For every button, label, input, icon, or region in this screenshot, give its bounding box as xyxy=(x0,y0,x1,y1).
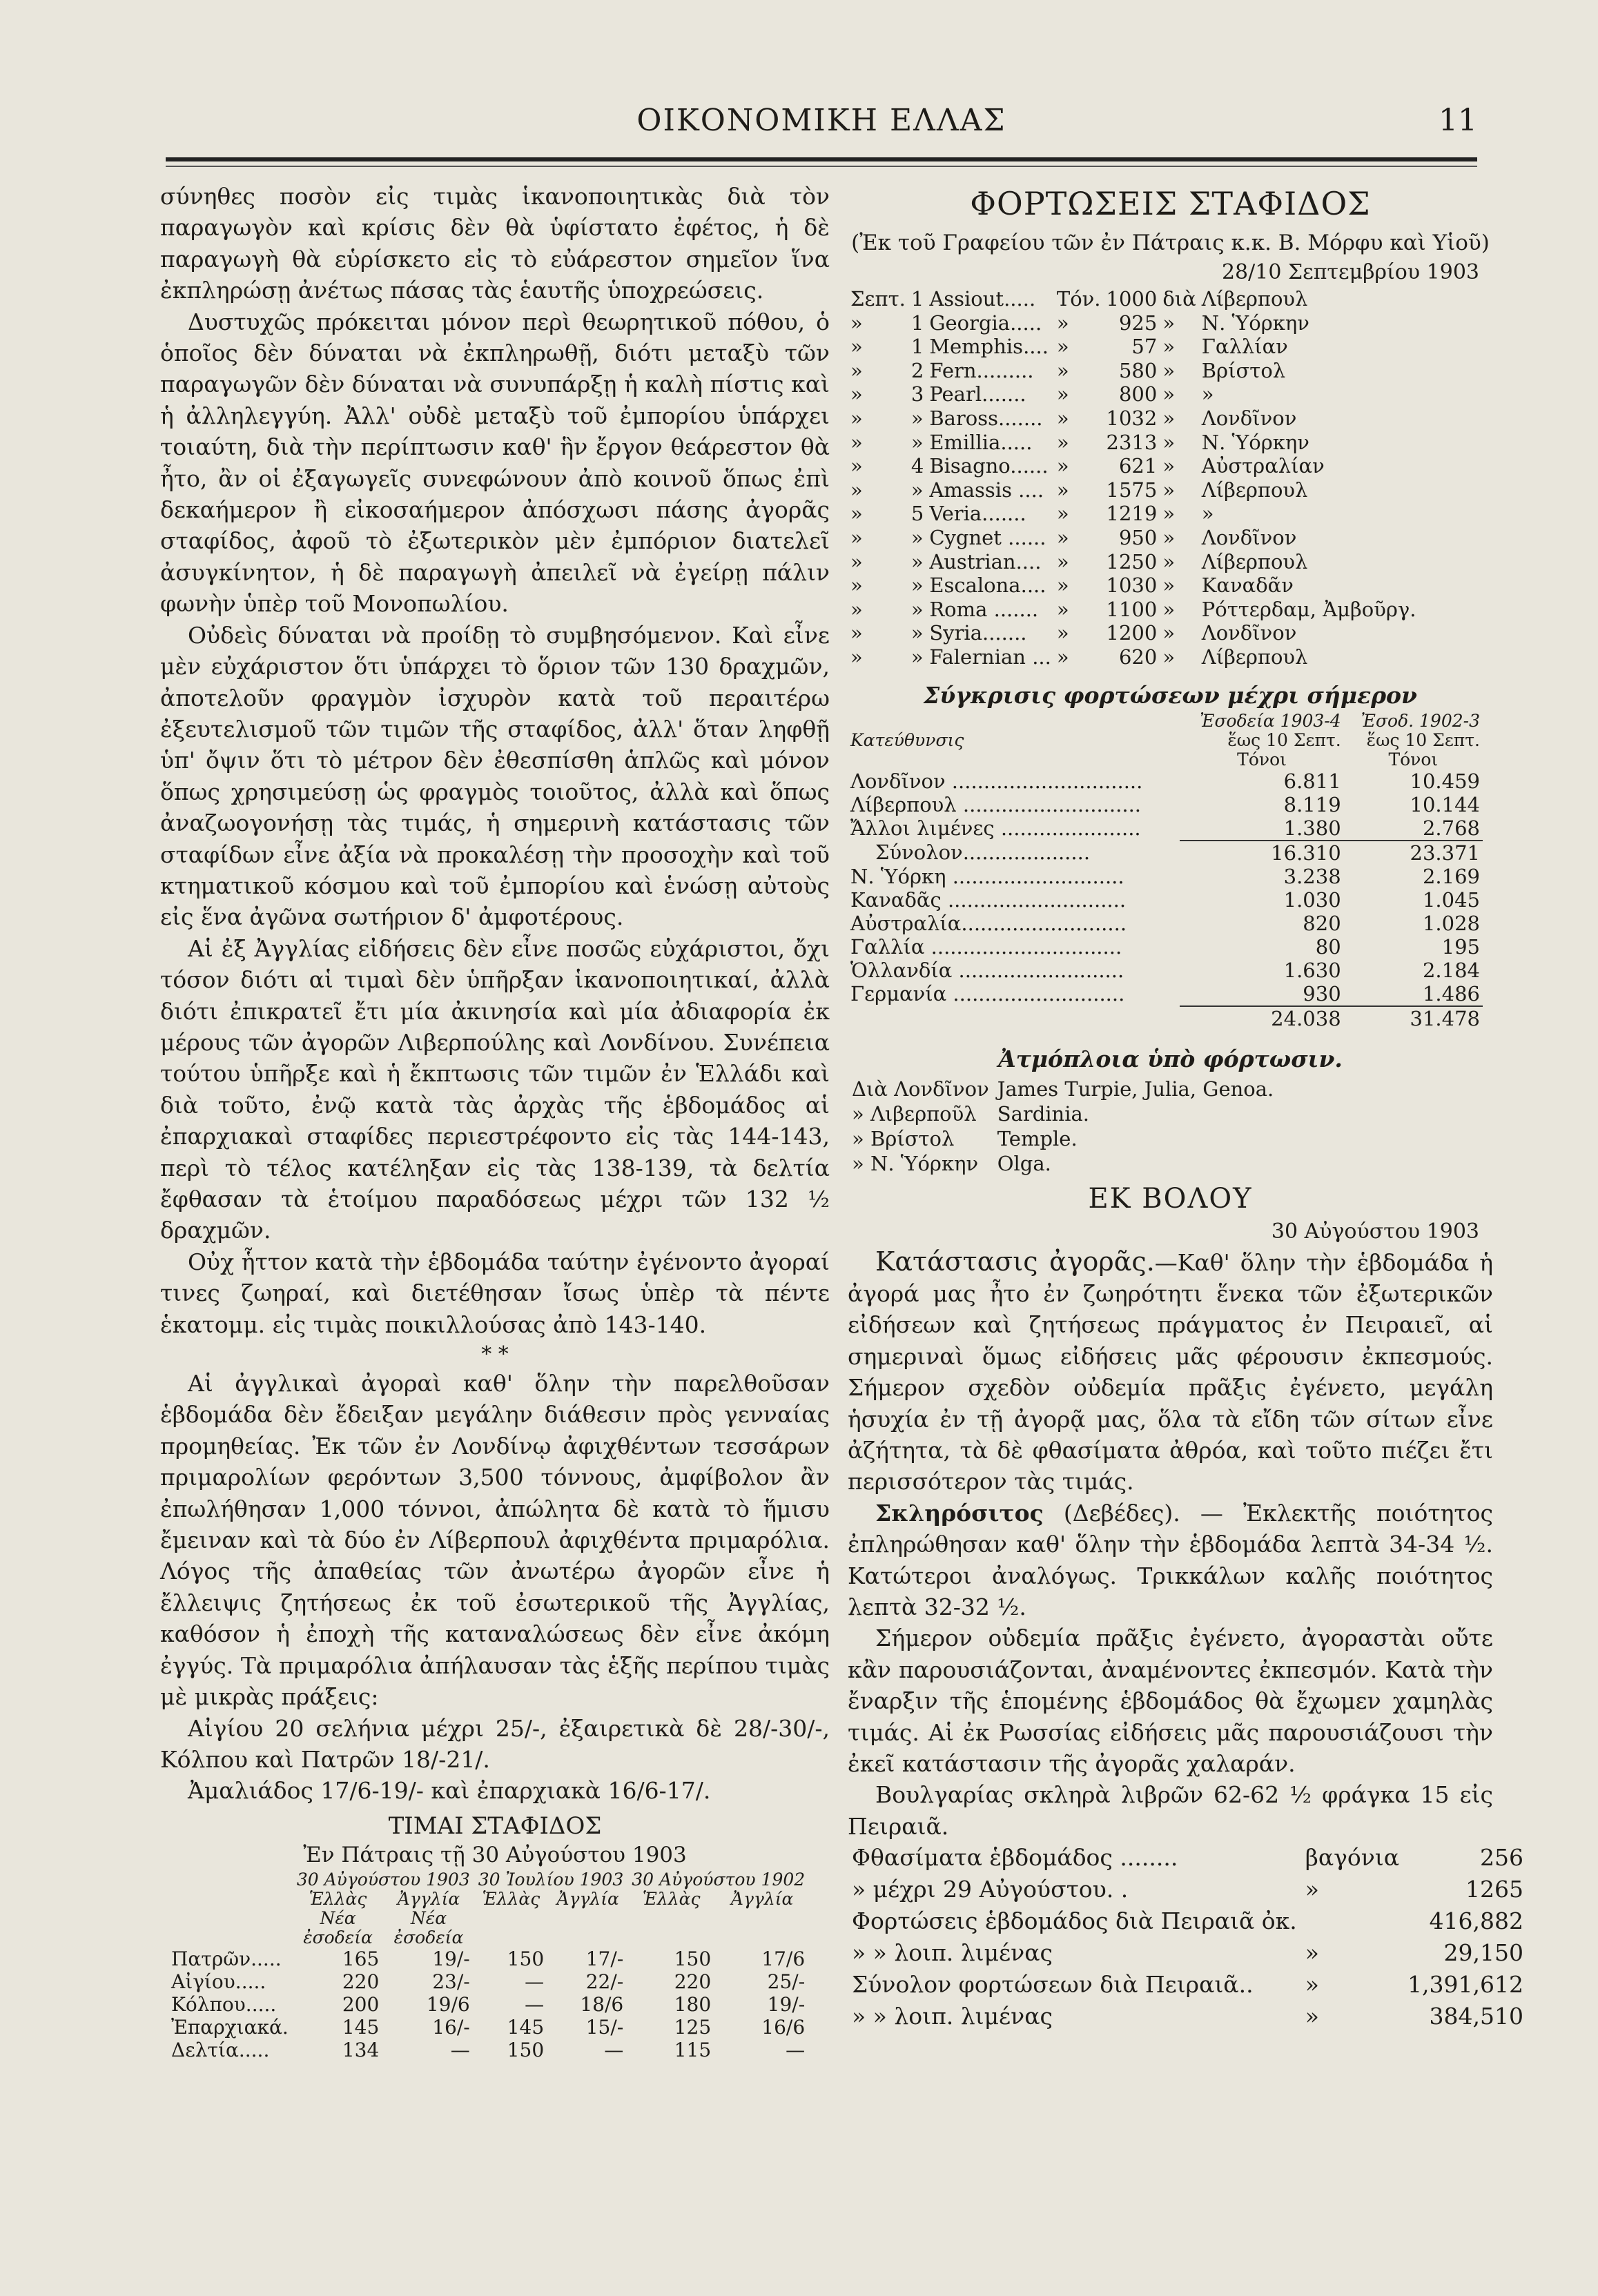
table-cell: Emillia..... xyxy=(929,430,1033,454)
table-row: Δελτία..... 134 — 150 — 115 — xyxy=(171,2038,806,2061)
table-row: Αἰγίου..... 220 23/- — 22/- 220 25/- xyxy=(171,1970,806,1993)
table-cell: » xyxy=(1162,335,1176,359)
table-cell: Βρίστολ xyxy=(1201,358,1286,382)
table-row xyxy=(848,335,1419,359)
table-cell: » xyxy=(1056,645,1069,669)
table-row xyxy=(848,478,1419,502)
paragraph: Αἱ ἀγγλικαὶ ἀγοραὶ καθ' ὅλην τὴν παρελθοῦσαν ἑβδομάδα δὲν ἔδειξαν μεγάλην διάθεσιν πρὸς γενναίας προμηθείας. Ἐκ τῶν ἐν Λονδίνῳ ἀφιχθέντων τεσσάρων πριμαρολίων φερόντων 3,500 τόννους, ἀμφίβολον ἂν ἐπωλήθησαν 1,000 τόννοι, ἀπώλητα δὲ κατὰ τὸ ἥμισυ ἔμειναν καὶ τὰ δύο ἐν Λίβερπουλ ἀφιχθέντα πριμαρόλια. Λόγος τῆς ἀπαθείας τῶν ἀνωτέρω ἀγορῶν εἶνε ἡ ἔλλειψις ζητήσεως ἐκ τοῦ ἐσωτερικοῦ τῆς Ἀγγλίας, καθόσον ἡ ἐποχὴ τῆς καταναλώσεως δὲν εἶνε ἀκόμη ἐγγύς. Τὰ πριμαρόλια ἀπήλαυσαν τὰς ἑξῆς περίπου τιμὰς μὲ μικρὰς πράξεις: xyxy=(160,1370,830,1711)
table-row xyxy=(848,1969,1528,2001)
table-cell: » xyxy=(1162,406,1176,430)
table-row xyxy=(848,793,1483,816)
table-cell: 580 xyxy=(1118,358,1158,382)
volos-date: 30 Αὐγούστου 1903 xyxy=(1271,1219,1479,1244)
header-rule-thin xyxy=(166,166,1477,167)
table-cell: » xyxy=(910,621,924,645)
table-cell: 800 xyxy=(1118,382,1158,406)
table-row xyxy=(848,982,1483,1006)
table-cell: Λονδῖνον xyxy=(1201,406,1297,430)
section-ornament: * * xyxy=(481,1342,509,1367)
table-cell: 3 xyxy=(910,382,924,406)
table-cell: Καναδᾶς ............................ xyxy=(850,887,1127,912)
paragraph: Οὐδεὶς δύναται νὰ προίδῃ τὸ συμβησόμενον. Καὶ εἶνε μὲν εὐχάριστον ὅτι ὑπάρχει τὸ ὅριον τῶν 130 δραχμῶν, ἀποτελοῦν φραγμὸν ἰσχυρὸν κατὰ τοῦ περαιτέρω ἐξευτελισμοῦ τῶν τιμῶν τῆς σταφίδος, ἀλλ' ὅταν ληφθῇ ὑπ' ὄψιν ὅτι τὸ μέτρον δὲν ἐθεσπίσθη ἁπλῶς καὶ μόνον ὅπως χρησιμεύσῃ ὡς φραγμὸς τοιοῦτος, ἀλλὰ καὶ ὅπως ἀναζωογονήσῃ τὰς τιμάς, ἡ σημερινὴ κατάστασις τῶν σταφίδων εἶνε ἀξία νὰ προκαλέσῃ τὴν προσοχὴν καὶ τοῦ κτηματικοῦ κόσμου καὶ τοῦ ἐμπορίου καὶ ἑνώσῃ αὐτοὺς εἰς ἕνα ἀγῶνα σωτήριον δ' ἀμφοτέρους. xyxy=(160,621,830,931)
table-row xyxy=(848,502,1419,526)
table-cell: 1100 xyxy=(1106,597,1158,621)
table-cell: » xyxy=(1056,335,1069,359)
table-cell: Pearl....... xyxy=(929,382,1026,406)
table-cell: » xyxy=(1056,549,1069,573)
table-row xyxy=(848,406,1419,431)
running-header xyxy=(166,100,1477,141)
table-cell: » xyxy=(910,597,924,621)
table-cell: 1200 xyxy=(1106,621,1158,645)
table-cell: Λονδῖνον xyxy=(1201,621,1297,645)
volos-title: ΕΚ ΒΟΛΟΥ xyxy=(1088,1182,1253,1215)
table-row xyxy=(848,1842,1528,1874)
table-cell: » xyxy=(1162,525,1176,549)
table-cell: Αὐστραλίαν xyxy=(1201,454,1325,478)
table-cell: 1 xyxy=(910,335,924,359)
table-row xyxy=(848,526,1419,550)
table-cell: 1000 xyxy=(1106,287,1158,311)
paragraph: Κατάστασις ἀγορᾶς.—Καθ' ὅλην τὴν ἑβδομάδα ἡ ἀγορά μας ἦτο ἐν ζωηρότητι ἕνεκα τῶν ἐξωτερικῶν εἰδήσεων καὶ ζητήσεως πράγματος ἐν Πειραιεῖ, αἱ σημεριναὶ ὅμως εἰδήσεις μᾶς φέρουσιν ἐκπεσμούς. Σήμερον σχεδὸν οὐδεμία πρᾶξις ἐγένετο, μεγάλη ἡσυχία ἐν τῇ ἀγορᾷ μας, ὅλα τὰ εἴδη τῶν σίτων εἶνε ἀζήτητα, τὰ δὲ φθασίματα ἀθρόα, καὶ τοῦτο πιέζει ἔτι περισσότερον τὰς τιμάς. xyxy=(848,1246,1494,1495)
table-cell: Temple. xyxy=(997,1126,1078,1150)
paragraph: Σήμερον οὐδεμία πρᾶξις ἐγένετο, ἀγοραστὰι οὔτε κἂν παρουσιάζονται, ἀναμένοντες ἐκπεσμόν. Κατὰ τὴν ἔναρξιν τῆς ἑπομένης ἑβδομάδος θὰ ἔχωμεν χαμηλὰς τιμάς. Αἱ ἐκ Ρωσσίας εἰδήσεις μᾶς παρουσιάζουσι τὴν ἐκεῖ κατάστασιν τῆς ἀγορᾶς χαλαράν. xyxy=(848,1625,1493,1777)
table-cell: Baross....... xyxy=(929,406,1043,430)
unit-label: Τόνοι xyxy=(1388,749,1439,769)
table-cell: Σεπτ. xyxy=(850,287,906,311)
paragraph: Δυστυχῶς πρόκειται μόνον περὶ θεωρητικοῦ πόθου, ὁ ὁποῖος δὲν δύναται νὰ ἐκπληρωθῇ, διότι μεταξὺ τῶν παραγωγῶν δὲν δύναται νὰ συνυπάρξῃ ἡ καλὴ πίστις καὶ ἡ ἀλληλεγγύη. Ἀλλ' οὐδὲ μεταξὺ τοῦ ἐμπορίου ὑπάρχει τοιαύτη, διὰ τὴν περίπτωσιν καθ' ἣν ἔργον θεάρεστον θὰ ἦτο, ἂν οἱ ἐξαγωγεῖς συνεφώνουν ἀπὸ κοινοῦ ὅπως ἐπὶ δεκαήμερον ἢ εἰκοσαήμερον ἀπόσχωσι πάσης ἀγορᾶς σταφίδος, ἀφοῦ τὸ ἐξωτερικὸν μὲν ἐμπόριον διατελεῖ ἀσυγκίνητον, ἡ δὲ παραγωγὴ ἀπειλεῖ νὰ ἐγείρῃ πάλιν φωνὴν ὑπὲρ τοῦ Μονοπωλίου. xyxy=(160,308,830,618)
table-cell: 1.486 xyxy=(1422,981,1480,1005)
table-row xyxy=(848,1937,1528,1969)
table-cell: Ν. Ὑόρκη ........................... xyxy=(850,864,1124,888)
date-header: 30 Αὐγούστου 1903 xyxy=(296,1869,470,1890)
table-cell: » xyxy=(1162,358,1176,382)
table-cell: » xyxy=(1305,2003,1319,2030)
table-cell: Φθασίματα ἑβδομάδος ........ xyxy=(852,1844,1178,1872)
table-row xyxy=(848,1874,1528,1905)
col-header: Νέα xyxy=(410,1907,447,1928)
table-cell: 925 xyxy=(1118,311,1158,335)
table-cell: » xyxy=(1056,478,1069,502)
steamers-title: Ἀτμόπλοια ὑπὸ φόρτωσιν. xyxy=(998,1045,1343,1072)
table-cell: 1032 xyxy=(1106,406,1158,430)
table-cell: Bisagno...... xyxy=(929,454,1049,478)
table-cell: 416,882 xyxy=(1429,1907,1523,1935)
table-cell: » xyxy=(1056,502,1069,526)
table-row xyxy=(848,959,1483,982)
table-cell: » xyxy=(1162,573,1176,598)
table-row: Κόλπου..... 200 19/6 — 18/6 180 19/- xyxy=(171,1992,806,2016)
table-row xyxy=(848,1905,1528,1937)
col-header: Ἑλλὰς xyxy=(482,1888,540,1909)
table-row: 24.038 31.478 xyxy=(848,1006,1483,1030)
table-row xyxy=(848,2001,1528,2032)
table-cell: Λίβερπουλ ............................ xyxy=(850,792,1142,816)
table-cell: » xyxy=(910,478,924,502)
table-cell: Λονδῖνον .............................. xyxy=(850,769,1143,793)
table-cell: 1575 xyxy=(1106,478,1158,502)
table-cell: 1.045 xyxy=(1422,887,1480,912)
prices-title: ΤΙΜΑΙ ΣΤΑΦΙΔΟΣ xyxy=(388,1812,602,1840)
col-header: Νέα xyxy=(320,1907,356,1928)
table-cell: » xyxy=(1056,525,1069,549)
table-cell: 29,150 xyxy=(1443,1939,1523,1967)
table-row xyxy=(848,1077,1278,1101)
table-row: Ἐπαρχιακά. 145 16/- 145 15/- 125 16/6 xyxy=(171,2015,806,2039)
table-cell: Λονδῖνον xyxy=(1201,525,1297,549)
table-row xyxy=(848,454,1419,478)
table-cell: Γαλλία .............................. xyxy=(850,934,1122,959)
paragraph: Αἰγίου 20 σελήνια μέχρι 25/-, ἐξαιρετικὰ δὲ 28/-30/-, Κόλπου καὶ Πατρῶν 18/-21/. xyxy=(160,1714,830,1773)
table-cell: 1.380 xyxy=(1283,816,1341,840)
table-cell: » xyxy=(850,549,863,573)
right-column xyxy=(848,181,1523,2032)
table-cell: » xyxy=(1056,358,1069,382)
table-cell: 6.811 xyxy=(1283,769,1341,793)
table-cell: » xyxy=(1162,311,1176,335)
table-cell: 621 xyxy=(1118,454,1158,478)
paragraph: Βουλγαρίας σκληρὰ λιβρῶν 62-62 ½ φράγκα 15 εἰς Πειραιᾶ. xyxy=(848,1781,1493,1840)
table-row xyxy=(848,1126,1278,1151)
table-cell: Cygnet ...... xyxy=(929,525,1046,549)
date-header: 30 Ἰουλίου 1903 xyxy=(478,1869,624,1890)
table-cell: 1030 xyxy=(1106,573,1158,598)
table-cell: Olga. xyxy=(997,1151,1051,1175)
table-cell: » xyxy=(1162,597,1176,621)
table-cell: 5 xyxy=(910,502,924,526)
date-header: 30 Αὐγούστου 1902 xyxy=(632,1869,806,1890)
table-cell: » xyxy=(850,454,863,478)
table-cell: 1250 xyxy=(1106,549,1158,573)
table-cell: 10.459 xyxy=(1410,769,1480,793)
table-cell: » xyxy=(850,311,863,335)
col-header: Ἀγγλία xyxy=(397,1888,460,1909)
table-cell: 57 xyxy=(1131,335,1158,359)
table-cell: 10.144 xyxy=(1410,792,1480,816)
table-cell: 1,391,612 xyxy=(1407,1971,1523,1999)
table-cell: » xyxy=(1056,311,1069,335)
table-cell: » xyxy=(910,430,924,454)
table-cell: Georgia..... xyxy=(929,311,1042,335)
table-cell: » xyxy=(910,525,924,549)
table-cell: Sardinia. xyxy=(997,1101,1090,1126)
paragraph: Αἱ ἐξ Ἀγγλίας εἰδήσεις δὲν εἶνε ποσῶς εὐχάριστοι, ὄχι τόσον διότι αἱ τιμαὶ δὲν ὑπῆρξαν ἱκανοποιητικαί, ἀλλὰ διότι ἐπικρατεῖ ἔτι μία ἀκινησία καὶ μία ἀδιαφορία ἐκ μέρους τῶν ἀγορῶν Λιβερπούλης καὶ Λονδίνου. Συνέπεια τούτου ὑπῆρξε καὶ ἡ ἔκπτωσις τῶν τιμῶν ἐν Ἑλλάδι καὶ διὰ τοῦτο, ἐνῷ κατὰ τὰς ἀρχὰς τῆς ἑβδομάδος αἱ ἐπαρχιακαὶ σταφίδες περιεστρέφοντο εἰς τὰς 144-143, περὶ τὸ τέλος κατέληξαν εἰς τὰς 138-139, τὰ δελτία ἔφθασαν τὰ ἑτοίμου παραδόσεως μέχρι τῶν 132 ½ δραχμῶν. xyxy=(160,934,830,1244)
table-cell: » » λοιπ. λιμένας xyxy=(852,2003,1053,2030)
table-row xyxy=(848,865,1483,888)
table-cell: Σύνολον φορτώσεων διὰ Πειραιᾶ.. xyxy=(852,1971,1254,1999)
table-cell: 195 xyxy=(1441,934,1480,959)
table-cell: Austrian.... xyxy=(929,549,1042,573)
table-cell: » xyxy=(1056,430,1069,454)
comparison-title: Σύγκρισις φορτώσεων μέχρι σήμερον xyxy=(924,681,1417,709)
table-row xyxy=(848,816,1483,841)
table-cell: Ὁλλανδία .......................... xyxy=(850,958,1124,982)
table-cell: 2.169 xyxy=(1422,864,1480,888)
table-cell: 384,510 xyxy=(1429,2003,1523,2030)
table-cell: Roma ....... xyxy=(929,597,1039,621)
prices-table xyxy=(167,1870,809,2061)
table-cell: Τόν. xyxy=(1056,287,1101,311)
table-cell: 930 xyxy=(1303,981,1341,1005)
table-row xyxy=(848,550,1419,574)
table-cell: 2.184 xyxy=(1422,958,1480,982)
table-cell: » xyxy=(1305,1939,1319,1967)
table-cell: Ν. Ὑόρκην xyxy=(1201,311,1309,335)
table-cell: Escalona.... xyxy=(929,573,1046,598)
table-cell: Ν. Ὑόρκην xyxy=(1201,430,1309,454)
table-cell: Falernian ... xyxy=(929,645,1051,669)
table-cell: » xyxy=(910,406,924,430)
table-cell: 1265 xyxy=(1465,1876,1523,1903)
table-cell: » xyxy=(850,597,863,621)
journal-title: ΟΙΚΟΝΟΜΙΚΗ ΕΛΛΑΣ xyxy=(636,103,1006,138)
page-number: 11 xyxy=(1439,103,1477,138)
table-cell: » xyxy=(1305,1876,1319,1903)
table-cell: 620 xyxy=(1118,645,1158,669)
table-row xyxy=(848,382,1419,406)
table-cell: 4 xyxy=(910,454,924,478)
table-cell: » xyxy=(850,406,863,430)
table-cell: 256 xyxy=(1479,1844,1523,1872)
table-cell: » xyxy=(850,358,863,382)
table-row xyxy=(848,431,1419,455)
comparison-table xyxy=(848,712,1483,1030)
shipments-title: ΦΟΡΤΩΣΕΙΣ ΣΤΑΦΙΔΟΣ xyxy=(970,185,1371,222)
table-cell: » xyxy=(850,621,863,645)
paragraph: Σκληρόσιτος (Δεβέδες). — Ἐκλεκτῆς ποιότητος ἐπληρώθησαν καθ' ὅλην τὴν ἑβδομάδα λεπτὰ 34-34 ½. Κατώτεροι ἀναλόγως. Τρικκάλων καλῆς ποιότητος λεπτὰ 32-32 ½. xyxy=(848,1499,1493,1620)
col-header: ἐσοδεία xyxy=(393,1927,464,1947)
table-cell: » xyxy=(1201,502,1214,526)
table-cell: » xyxy=(850,478,863,502)
table-cell: 1.630 xyxy=(1283,958,1341,982)
table-cell: Γερμανία ........................... xyxy=(850,982,1125,1005)
table-cell: » xyxy=(1056,573,1069,598)
table-row xyxy=(848,912,1483,935)
table-row: Πατρῶν..... 165 19/- 150 17/- 150 17/6 xyxy=(171,1947,806,1970)
table-cell: Λίβερπουλ xyxy=(1201,645,1308,669)
col-header: Ἀγγλία xyxy=(556,1888,619,1909)
table-cell: » xyxy=(850,382,863,406)
table-cell: » xyxy=(1056,597,1069,621)
table-cell: » xyxy=(1056,621,1069,645)
table-cell: Fern......... xyxy=(929,358,1034,382)
table-row xyxy=(848,888,1483,912)
paragraph: Οὐχ ἧττον κατὰ τὴν ἑβδομάδα ταύτην ἐγένοντο ἀγοραί τινες ζωηραί, καὶ διετέθησαν ἴσως ὑπὲρ τὰ πέντε ἑκατομμ. εἰς τιμὰς ποικιλλούσας ἀπὸ 143-140. xyxy=(160,1248,830,1338)
shipments-source: (Ἐκ τοῦ Γραφείου τῶν ἐν Πάτραις κ.κ. Β. Μόρφυ καὶ Υἱοῦ) xyxy=(851,230,1490,255)
table-cell: βαγόνια xyxy=(1305,1844,1400,1872)
table-row xyxy=(848,621,1419,645)
table-cell: Ρόττερδαμ, Ἀμβοῦργ. xyxy=(1201,597,1416,621)
table-cell: » xyxy=(850,573,863,598)
table-cell: » xyxy=(910,645,924,669)
table-cell: Αὐστραλία.......................... xyxy=(850,911,1127,935)
table-cell: 2 xyxy=(910,358,924,382)
col-header: Ἑλλὰς xyxy=(642,1888,701,1909)
table-cell: Veria....... xyxy=(929,502,1026,526)
table-cell: Διὰ Λονδῖνον xyxy=(852,1077,989,1101)
table-cell: Λίβερπουλ xyxy=(1201,549,1308,573)
table-cell: » xyxy=(1056,406,1069,430)
table-cell: » xyxy=(1162,502,1176,526)
table-cell: 8.119 xyxy=(1283,792,1341,816)
table-cell: 950 xyxy=(1118,525,1158,549)
col-header: Ἐσοδ. 1902-3 xyxy=(1361,710,1480,731)
table-cell xyxy=(1301,1905,1403,1937)
table-cell: » xyxy=(850,430,863,454)
grain-stats-table xyxy=(848,1842,1528,2032)
table-cell: » xyxy=(850,502,863,526)
table-cell: Syria....... xyxy=(929,621,1027,645)
table-cell: 3.238 xyxy=(1283,864,1341,888)
shipments-date: 28/10 Σεπτεμβρίου 1903 xyxy=(1221,260,1479,284)
table-cell: 1219 xyxy=(1106,502,1158,526)
table-cell: » xyxy=(910,549,924,573)
table-row xyxy=(848,311,1419,335)
col-header: Ἐσοδεία 1903-4 xyxy=(1200,710,1341,731)
prices-subtitle: Ἐν Πάτραις τῇ 30 Αὐγούστου 1903 xyxy=(303,1842,687,1867)
table-cell: 2313 xyxy=(1106,430,1158,454)
table-row xyxy=(848,645,1419,669)
table-cell: » xyxy=(850,335,863,359)
shipments-table xyxy=(848,287,1419,669)
table-cell: » xyxy=(1162,478,1176,502)
table-row xyxy=(848,769,1483,793)
table-cell: » xyxy=(850,645,863,669)
table-cell: » xyxy=(1305,1971,1319,1999)
table-cell: Γαλλίαν xyxy=(1201,335,1288,359)
table-cell: Λίβερπουλ xyxy=(1201,287,1308,311)
paragraph: σύνηθες ποσὸν εἰς τιμὰς ἱκανοποιητικὰς διὰ τὸν παραγωγὸν καὶ κρίσις δὲν θὰ ὑφίστατο ἐφέτος, ἡ δὲ παραγωγὴ θὰ εὑρίσκετο εἰς τὸ εὐάρεστον σημεῖον ἵνα ἐκπληρώσῃ ἀνέτως πάσας τὰς ἑαυτῆς ὑποχρεώσεις. xyxy=(160,183,830,304)
table-cell: » » λοιπ. λιμένας xyxy=(852,1939,1053,1967)
table-cell: 820 xyxy=(1303,911,1341,935)
table-cell: » xyxy=(1162,549,1176,573)
table-cell: Καναδᾶν xyxy=(1201,573,1294,598)
header-rule xyxy=(166,157,1477,161)
table-row xyxy=(848,359,1419,383)
table-cell: διὰ xyxy=(1162,287,1196,311)
table-cell: » xyxy=(1056,382,1069,406)
table-cell: » μέχρι 29 Αὐγούστου. . xyxy=(852,1876,1129,1903)
left-column xyxy=(160,181,830,2061)
col-header: ἐσοδεία xyxy=(303,1927,373,1947)
table-cell: 1.030 xyxy=(1283,887,1341,912)
table-cell: » Ν. Ὑόρκην xyxy=(852,1151,979,1175)
table-cell: Ἄλλοι λιμένες ...................... xyxy=(850,816,1141,840)
table-cell: 1 xyxy=(910,311,924,335)
table-cell: » xyxy=(1056,454,1069,478)
table-row xyxy=(848,1151,1278,1176)
table-row xyxy=(848,573,1419,598)
table-cell: Amassis .... xyxy=(929,478,1044,502)
table-row xyxy=(848,287,1419,311)
table-cell: James Turpie, Julia, Genoa. xyxy=(997,1077,1274,1101)
direction-label: Κατεύθυνσις xyxy=(850,729,964,750)
col-header: ἕως 10 Σεπτ. xyxy=(1366,729,1480,750)
table-row xyxy=(848,935,1483,959)
table-cell: » xyxy=(1162,645,1176,669)
table-row xyxy=(848,598,1419,622)
unit-label: Τόνοι xyxy=(1237,749,1287,769)
col-header: ἕως 10 Σεπτ. xyxy=(1227,729,1341,750)
table-cell: » xyxy=(850,525,863,549)
table-cell: » xyxy=(910,573,924,598)
table-cell: 80 xyxy=(1315,934,1341,959)
table-cell: 1.028 xyxy=(1422,911,1480,935)
table-cell: » xyxy=(1162,454,1176,478)
table-cell: Memphis.... xyxy=(929,335,1049,359)
table-row xyxy=(848,1101,1278,1126)
table-cell: » xyxy=(1162,382,1176,406)
table-cell: Assiout..... xyxy=(929,287,1036,311)
paragraph: Ἀμαλιάδος 17/6-19/- καὶ ἐπαρχιακὰ 16/6-17/. xyxy=(188,1777,711,1805)
table-cell: 1 xyxy=(910,287,924,311)
table-cell: » xyxy=(1162,430,1176,454)
steamers-table xyxy=(848,1077,1278,1176)
table-cell: 2.768 xyxy=(1422,816,1480,840)
table-row: Σύνολον.................... 16.310 23.371 xyxy=(848,841,1483,865)
table-cell: » xyxy=(1162,621,1176,645)
col-header: Ἑλλὰς xyxy=(309,1888,367,1909)
table-cell: » Λιβερποῦλ xyxy=(852,1101,977,1126)
table-cell: » xyxy=(1201,382,1214,406)
table-cell: » Βρίστολ xyxy=(852,1126,955,1150)
table-cell: Φορτώσεις ἑβδομάδος διὰ Πειραιᾶ ὀκ. xyxy=(852,1907,1297,1935)
col-header: Ἀγγλία xyxy=(730,1888,794,1909)
table-cell: Λίβερπουλ xyxy=(1201,478,1308,502)
